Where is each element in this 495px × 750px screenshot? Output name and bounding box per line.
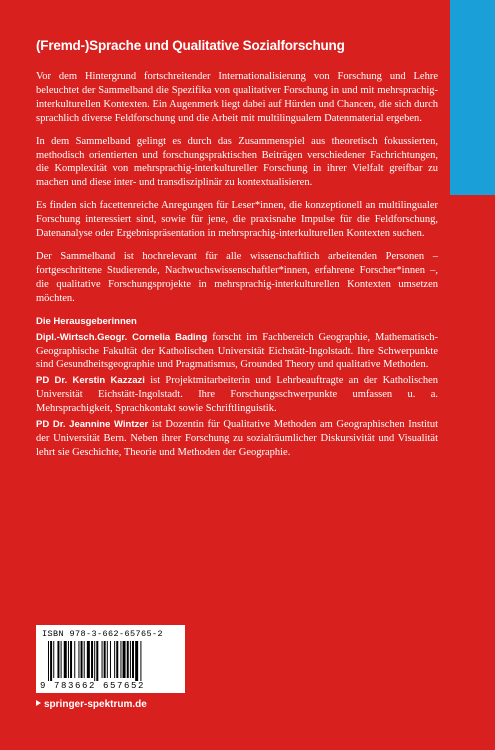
blurb-content — [36, 70, 438, 462]
blurb-paragraph: Vor dem Hintergrund fortschreitender Internationalisierung von Forschung und Lehre beleuchtet der Sammelband die Spezifika von qualitativer Forschung in und mit mehrsprachig-interkulturellen Kontexten. Ein Augenmerk liegt dabei auf Hürden und Chancen, die sich durch sprachlich diverse Feldforschung und die Arbeit mit multilingualem Datenmaterial ergeben. — [36, 71, 438, 124]
author-bio: forscht im Fachbereich Geographie, Mathematisch-Geographische Fakultät der Katholischen Universität Eichstätt-Ingolstadt. Ihre Schwerpunkte sind Gesundheitsgeographie und Pragmatismus, Grounded Theory und qualitative Methoden. — [36, 331, 438, 371]
author-name: Dipl.-Wirtsch.Geogr. Cornelia Bading — [36, 331, 208, 343]
book-title: (Fremd-)Sprache und Qualitative Sozialforschung — [36, 38, 345, 53]
authors-heading: Die Herausgeberinnen — [36, 315, 137, 327]
author-name: PD Dr. Kerstin Kazzazi — [36, 375, 145, 387]
barcode-box — [36, 625, 185, 693]
arrow-right-icon — [36, 700, 41, 706]
author-bio: ist Projektmitarbeiterin und Lehrbeauftragte an der Katholischen Universität Eichstätt-Ingolstadt. Ihre Forschungsschwerpunkte umfassen u. a. Mehrsprachigkeit, Sprachkontakt sowie Schriftlinguistik. — [36, 375, 438, 415]
barcode-icon — [48, 641, 174, 681]
author-entry — [36, 331, 438, 373]
author-name: PD Dr. Jeannine Wintzer — [36, 419, 149, 431]
barcode-digits: 9 783662 657652 — [40, 681, 146, 691]
accent-bar — [450, 0, 495, 195]
blurb-paragraph: Es finden sich facettenreiche Anregungen für Leser*innen, die konzeptionell an multilingualer Forschung interessiert sind, sowie für jene, die praxisnahe Impulse für die Feldforschung, Datenanalyse oder Ergebnispräsentation in mehrsprachig-interkulturellen Kontexten suchen. — [36, 200, 438, 240]
author-bio: ist Dozentin für Qualitative Methoden am Geographischen Institut der Universität Bern. Neben ihrer Forschung zu sozialräumlicher Diskursivität und Visualität lehrt sie Geschichte, Theorie und Methoden der Geographie. — [36, 419, 438, 458]
author-entry — [36, 418, 438, 460]
isbn-label: ISBN 978-3-662-65765-2 — [42, 629, 164, 639]
publisher-website: springer-spektrum.de — [44, 699, 147, 710]
blurb-paragraph: Der Sammelband ist hochrelevant für alle wissenschaftlich arbeitenden Personen – fortgeschrittene Studierende, Nachwuchswissenschaftler*innen, erfahrene Forscher*innen –, die qualitative Forschungsprojekte in mehrsprachig-interkulturellen Kontexten umsetzen möchten. — [36, 250, 438, 304]
blurb-paragraph: In dem Sammelband gelingt es durch das Zusammenspiel aus theoretisch fokussierten, methodisch orientierten und forschungspraktischen Beiträgen verschiedener Fachrichtungen, die Komplexität von mehrsprachig-interkultureller Forschung in ihrer Vielfalt greifbar zu machen und diese inter- und transdisziplinär zu kontextualisieren. — [36, 135, 438, 189]
publisher-link[interactable] — [36, 699, 147, 710]
author-entry — [36, 374, 438, 416]
